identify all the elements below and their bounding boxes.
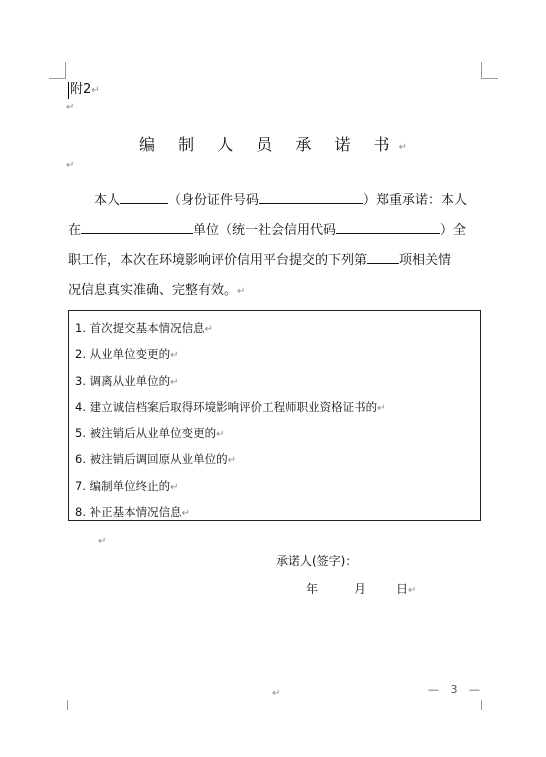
line1-prefix: 本人 bbox=[94, 193, 121, 208]
line4-text: 况信息真实准确、完整有效。 bbox=[68, 283, 238, 298]
signature-label: 承诺人(签字)： bbox=[276, 554, 358, 568]
list-item: 6. 被注销后调回原从业单位的↵ bbox=[75, 452, 237, 467]
list-item: 2. 从业单位变更的↵ bbox=[75, 347, 179, 362]
list-item: 5. 被注销后从业单位变更的↵ bbox=[75, 426, 225, 441]
paragraph-mark-icon: ↵ bbox=[98, 536, 107, 547]
paragraph-mark-icon: ↵ bbox=[227, 455, 237, 467]
document-title-text: 编 制 人 员 承 诺 书 bbox=[139, 135, 399, 154]
paragraph-mark-icon: ↵ bbox=[170, 481, 179, 493]
list-item: 7. 编制单位终止的↵ bbox=[75, 478, 179, 493]
list-item: 8. 补正基本情况信息↵ bbox=[75, 505, 191, 520]
commitment-line-3 bbox=[68, 246, 482, 276]
paragraph-mark-icon: ↵ bbox=[170, 350, 179, 362]
credit-code-blank[interactable] bbox=[336, 219, 440, 234]
crop-mark-bottom-left bbox=[67, 700, 68, 710]
line3-suffix: 项相关情 bbox=[399, 253, 452, 268]
paragraph-mark-icon: ↵ bbox=[377, 402, 386, 414]
date-day: 日↵ bbox=[396, 582, 417, 596]
line1-suffix: ）郑重承诺：本人 bbox=[363, 193, 468, 208]
paragraph-mark-icon: ↵ bbox=[66, 160, 75, 171]
page-number: — 3 — bbox=[428, 683, 484, 696]
id-number-blank[interactable] bbox=[259, 189, 363, 204]
attachment-label-text: 附2 bbox=[70, 82, 92, 97]
items-box bbox=[68, 310, 481, 521]
commitment-paragraph bbox=[68, 186, 482, 306]
employer-blank[interactable] bbox=[81, 219, 193, 234]
list-item: 1. 首次提交基本情况信息↵ bbox=[75, 321, 214, 335]
crop-mark-bottom-right bbox=[481, 700, 482, 710]
document-title bbox=[0, 132, 546, 155]
crop-mark-top-left bbox=[49, 62, 66, 79]
commitment-line-4 bbox=[68, 276, 482, 306]
paragraph-mark-icon: ↵ bbox=[204, 324, 214, 335]
name-blank[interactable] bbox=[120, 189, 168, 204]
paragraph-mark-icon: ↵ bbox=[216, 429, 225, 441]
date-month: 月 bbox=[354, 582, 367, 596]
paragraph-mark-icon: ↵ bbox=[181, 508, 191, 520]
paragraph-mark-icon: ↵ bbox=[398, 142, 407, 153]
commitment-line-2 bbox=[68, 216, 482, 246]
line2-prefix: 在 bbox=[68, 223, 82, 238]
line3-prefix: 职工作，本次在环境影响评价信用平台提交的下列第 bbox=[68, 253, 368, 268]
paragraph-mark-icon: ↵ bbox=[237, 286, 246, 297]
list-item: 3. 调离从业单位的↵ bbox=[75, 373, 179, 388]
paragraph-mark-icon: ↵ bbox=[272, 688, 281, 699]
line2-suffix: ）全 bbox=[440, 223, 467, 238]
paragraph-mark-icon: ↵ bbox=[170, 376, 179, 388]
paragraph-mark-icon: ↵ bbox=[66, 102, 75, 113]
attachment-label[interactable] bbox=[68, 82, 100, 99]
line2-mid: 单位（统一社会信用代码 bbox=[193, 223, 337, 238]
crop-mark-top-right bbox=[481, 62, 498, 79]
item-number-blank[interactable] bbox=[367, 249, 399, 264]
commitment-line-1 bbox=[68, 186, 482, 216]
paragraph-mark-icon: ↵ bbox=[91, 85, 100, 96]
list-item: 4. 建立诚信档案后取得环境影响评价工程师职业资格证书的↵ bbox=[75, 399, 386, 414]
line1-mid: （身份证件号码 bbox=[168, 193, 260, 208]
date-year: 年 bbox=[306, 582, 319, 596]
paragraph-mark-icon: ↵ bbox=[408, 585, 417, 596]
